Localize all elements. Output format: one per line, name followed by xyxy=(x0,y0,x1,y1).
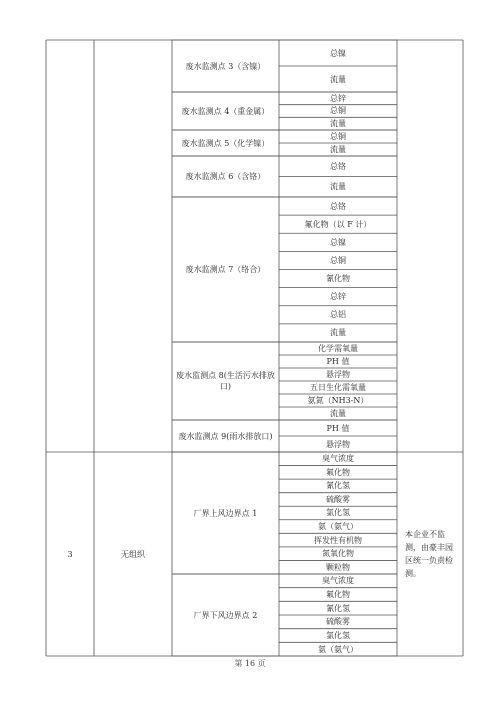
point-name: 废水监测点 3（含镍） xyxy=(185,61,266,71)
parameter-cell: 总铜 xyxy=(330,255,346,265)
parameter-cell: 总铜 xyxy=(330,132,346,141)
point-name: 厂界上风边界点 1 xyxy=(193,508,258,518)
point-name: 废水监测点 8(生活污水排放口) xyxy=(176,371,275,391)
parameter-cell: 总铬 xyxy=(330,201,346,211)
parameter-cell: 总铜 xyxy=(330,106,346,116)
parameter-cell: 氰化氢 xyxy=(326,603,350,613)
parameter-cell: 流量 xyxy=(330,409,346,418)
parameter-cell: 氨氮（NH3-N） xyxy=(307,396,369,405)
parameter-cell: 氟化物 xyxy=(326,467,350,477)
point-name: 废水监测点 4（重金属） xyxy=(181,106,270,116)
point-name: 废水监测点 7（络合） xyxy=(185,265,266,274)
parameter-cell: PH 值 xyxy=(326,423,350,433)
parameter-cell: 流量 xyxy=(330,328,346,338)
parameter-cell: 总锌 xyxy=(330,292,346,302)
parameter-cell: 臭气浓度 xyxy=(322,454,354,464)
parameter-cell: 流量 xyxy=(330,182,346,192)
parameter-cell: 氰化氢 xyxy=(326,481,350,491)
parameter-cell: 总铝 xyxy=(330,310,346,320)
point-name: 厂界下风边界点 2 xyxy=(193,610,258,620)
parameter-cell: 五日生化需氧量 xyxy=(310,383,366,392)
parameter-cell: 流量 xyxy=(330,119,346,129)
parameter-cell: PH 值 xyxy=(326,357,350,366)
parameter-cell: 氨（氨气） xyxy=(318,644,358,654)
parameter-cell: 氟化物（以 F 计） xyxy=(304,219,372,229)
parameter-cell: 硫酸雾 xyxy=(326,617,350,627)
parameter-cell: 氟化物 xyxy=(326,589,350,599)
monitoring-note: 本企业不监测，由豪丰园区统一负责检测。 xyxy=(405,530,453,578)
parameter-cell: 挥发性有机物 xyxy=(314,535,362,545)
parameter-cell: 悬浮物 xyxy=(326,439,350,449)
parameter-cell: 硫酸雾 xyxy=(326,494,350,504)
point-name: 废水监测点 5（化学镍） xyxy=(181,138,270,148)
monitoring-type: 无组织 xyxy=(121,549,145,559)
point-name: 废水监测点 9(雨水排放口) xyxy=(178,431,273,441)
parameter-cell: 氨（氨气） xyxy=(318,522,358,532)
parameter-cell: 臭气浓度 xyxy=(322,576,354,586)
parameter-cell: 氯化氢 xyxy=(326,508,350,518)
parameter-cell: 总镍 xyxy=(330,237,346,247)
row-number: 3 xyxy=(67,549,73,559)
parameter-cell: 颗粒物 xyxy=(326,562,350,572)
point-name: 废水监测点 6（含铬） xyxy=(185,172,266,181)
parameter-cell: 流量 xyxy=(330,74,346,84)
parameter-cell: 总镍 xyxy=(330,48,346,58)
parameter-cell: 流量 xyxy=(330,145,346,154)
parameter-cell: 化学需氧量 xyxy=(318,344,358,353)
parameter-cell: 氮氧化物 xyxy=(322,549,354,559)
parameter-cell: 氯化氢 xyxy=(326,630,350,640)
parameter-cell: 总锌 xyxy=(330,93,346,103)
parameter-cell: 氰化物 xyxy=(326,274,350,284)
parameter-cell: 总铬 xyxy=(330,161,346,171)
page-number: 第 16 页 xyxy=(234,659,266,668)
parameter-cell: 悬浮物 xyxy=(326,370,350,379)
